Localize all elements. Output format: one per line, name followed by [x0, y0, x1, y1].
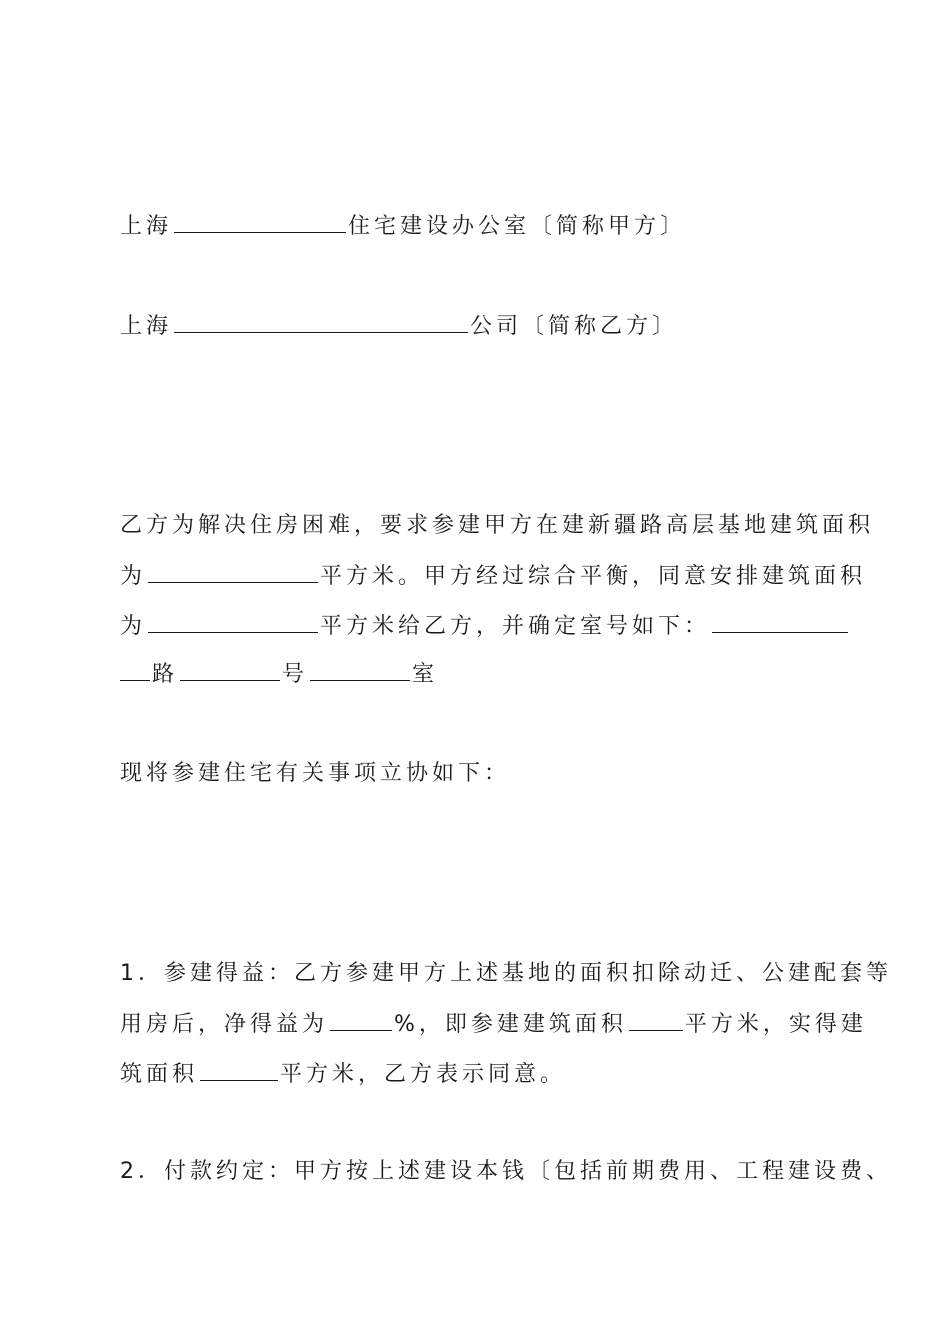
party-b-line — [120, 310, 840, 343]
room-blank — [310, 658, 410, 681]
clause-1-text-2b: %，即参建建筑面积 — [394, 1012, 627, 1037]
actual-area-blank — [200, 1058, 278, 1081]
clause-1-line-2 — [120, 1008, 867, 1041]
room-label: 室 — [412, 662, 439, 687]
clause-1-text-2c: 平方米，实得建 — [684, 1012, 867, 1037]
clause-2-text-1: 2．付款约定：甲方按上述建设本钱〔包括前期费用、工程建设费、 — [120, 1159, 892, 1184]
intro-text-2b: 平方米。甲方经过综合平衡，同意安排建筑面积 — [320, 564, 867, 589]
clause-1-text-2a: 用房后，净得益为 — [120, 1012, 329, 1037]
party-a-name-blank — [174, 210, 346, 233]
agreement-intro-line — [120, 758, 840, 790]
net-benefit-percent-blank — [330, 1008, 392, 1031]
intro-line-2 — [120, 560, 867, 593]
party-b-prefix: 上海 — [120, 314, 173, 339]
intro-text-1: 乙方为解决住房困难，要求参建甲方在建新疆路高层基地建筑面积 — [120, 513, 875, 538]
clause-1-text-3a: 筑面积 — [120, 1062, 199, 1087]
party-a-suffix: 住宅建设办公室〔简称甲方〕 — [348, 214, 687, 239]
clause-1-line-3 — [120, 1058, 840, 1091]
agreement-intro-text: 现将参建住宅有关事项立协如下： — [120, 761, 511, 786]
party-b-suffix: 公司〔简称乙方〕 — [470, 314, 679, 339]
intro-line-3 — [120, 610, 840, 643]
room-number-blank-b — [120, 658, 150, 681]
party-b-name-blank — [174, 310, 468, 333]
intro-line-4 — [120, 658, 840, 691]
clause-1-text-3b: 平方米，乙方表示同意。 — [280, 1062, 567, 1087]
planned-area-blank — [148, 560, 318, 583]
allocated-area-blank — [148, 610, 318, 633]
room-number-blank-a — [712, 610, 848, 633]
clause-1-line-1 — [120, 958, 892, 990]
road-number-blank — [180, 658, 280, 681]
intro-text-2a: 为 — [120, 564, 147, 589]
party-a-prefix: 上海 — [120, 214, 173, 239]
clause-1-text-1: 1．参建得益：乙方参建甲方上述基地的面积扣除动迁、公建配套等 — [120, 961, 892, 986]
road-label: 路 — [152, 662, 179, 687]
clause-2-line-1 — [120, 1156, 892, 1188]
number-label: 号 — [282, 662, 309, 687]
participation-area-blank — [629, 1008, 683, 1031]
intro-text-3a: 为 — [120, 614, 147, 639]
party-a-line — [120, 210, 840, 243]
intro-text-3b: 平方米给乙方，并确定室号如下： — [320, 614, 711, 639]
intro-line-1 — [120, 510, 875, 542]
